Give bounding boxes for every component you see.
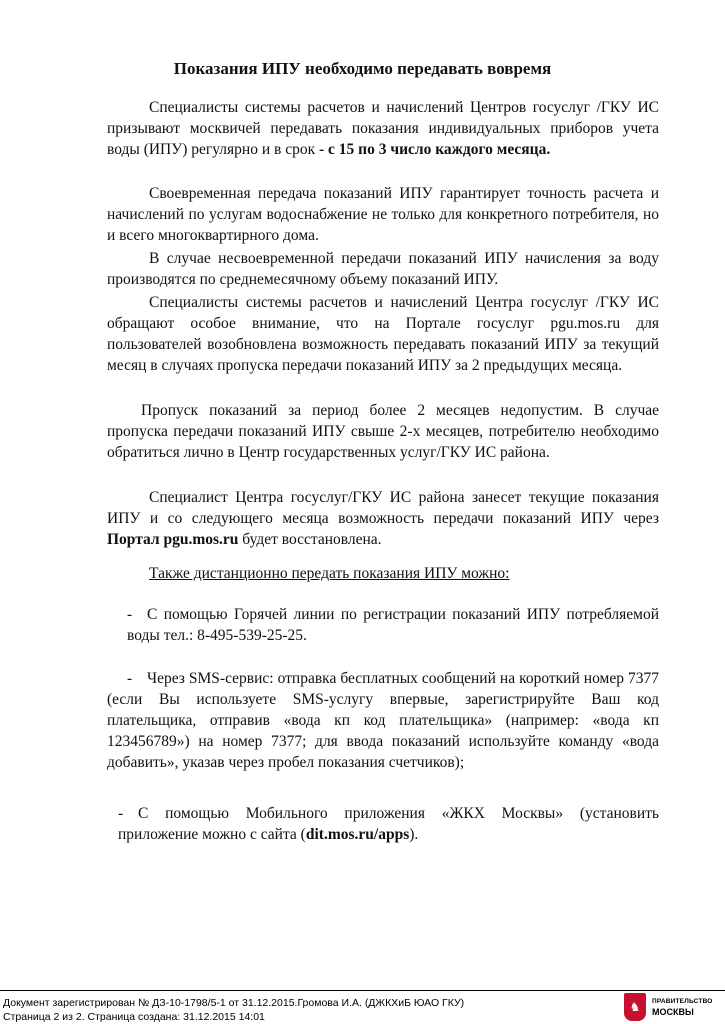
list-item-app <box>118 803 659 845</box>
paragraph-1 <box>107 97 659 160</box>
footer-divider <box>0 990 725 991</box>
list-dash: - <box>118 805 124 822</box>
paragraph-2 <box>107 183 659 246</box>
list-dash: - <box>127 670 133 687</box>
paragraph-1-deadline: - с 15 по 3 число каждого месяца. <box>315 141 551 158</box>
page-info-line: Страница 2 из 2. Страница создана: 31.12.2015 14:01 <box>3 1011 265 1023</box>
list-dash: - <box>127 606 133 623</box>
paragraph-1-text: Специалисты системы расчетов и начислений Центров госуслуг /ГКУ ИС призывают москвичей передавать показания индивидуальных приборов учета воды (ИПУ) регулярно и в срок <box>107 99 659 158</box>
list-item-app-text: С помощью Мобильного приложения «ЖКХ Москвы» (установить приложение можно с сайта ( <box>118 805 659 843</box>
registration-footer <box>3 996 464 1024</box>
list-item-hotline <box>127 604 659 646</box>
paragraph-6-text: Специалист Центра госуслуг/ГКУ ИС района занесет текущие показания ИПУ и со следующего месяца возможность передачи показаний ИПУ через <box>107 489 659 527</box>
paragraph-2-text: Своевременная передача показаний ИПУ гарантирует точность расчета и начислений по услугам водоснабжение не только для конкретного потребителя, но и всего многоквартирного дома. <box>107 185 659 244</box>
registration-line: Документ зарегистрирован № ДЗ-10-1798/5-1 от 31.12.2015.Громова И.А. (ДЖКХиБ ЮАО ГКУ) <box>3 997 465 1009</box>
paragraph-6 <box>107 487 659 550</box>
logo-line-1: ПРАВИТЕЛЬСТВО <box>652 998 713 1005</box>
list-item-sms-text: Через SMS-сервис: отправка бесплатных сообщений на короткий номер 7377 (если Вы используете SMS-услугу впервые, зарегистрируйте Ваш код плательщика, отправив «вода кп код плательщика» (например: «вода кп 123456789») на номер 7377; для ввода показаний используйте команду «вода добавить», указав через пробел показания счетчиков); <box>107 670 659 771</box>
paragraph-5 <box>107 400 659 463</box>
paragraph-4 <box>107 292 659 376</box>
list-item-sms <box>107 668 659 773</box>
paragraph-4-text: Специалисты системы расчетов и начислений Центра госуслуг /ГКУ ИС обращают особое внимание, что на Портале госуслуг pgu.mos.ru для пользователей возобновлена возможность передавать показаний ИПУ за текущий месяц в случаях пропуска передачи показаний ИПУ за 2 предыдущих месяца. <box>107 294 659 374</box>
document-title: Показания ИПУ необходимо передавать вовремя <box>173 59 552 78</box>
app-site-text: dit.mos.ru/apps <box>305 826 410 843</box>
list-item-app-end: ). <box>409 826 419 843</box>
portal-link-text: Портал pgu.mos.ru <box>107 531 239 548</box>
moscow-government-logo <box>624 993 713 1021</box>
list-item-hotline-text: С помощью Горячей линии по регистрации показаний ИПУ потребляемой воды тел.: 8-495-539-25-25. <box>127 606 659 644</box>
logo-line-2: МОСКВЫ <box>652 1007 694 1017</box>
paragraph-6-end: будет восстановлена. <box>238 531 382 548</box>
moscow-coat-of-arms-icon: ♞ <box>624 993 646 1021</box>
methods-subheading: Также дистанционно передать показания ИПУ можно: <box>149 565 510 582</box>
paragraph-5-text: Пропуск показаний за период более 2 месяцев недопустим. В случае пропуска передачи показаний ИПУ свыше 2-х месяцев, потребителю необходимо обратиться лично в Центр государственных услуг/ГКУ ИС района. <box>107 402 659 461</box>
paragraph-3 <box>107 248 659 290</box>
paragraph-3-text: В случае несвоевременной передачи показаний ИПУ начисления за воду производятся по среднемесячному объему показаний ИПУ. <box>107 250 659 288</box>
